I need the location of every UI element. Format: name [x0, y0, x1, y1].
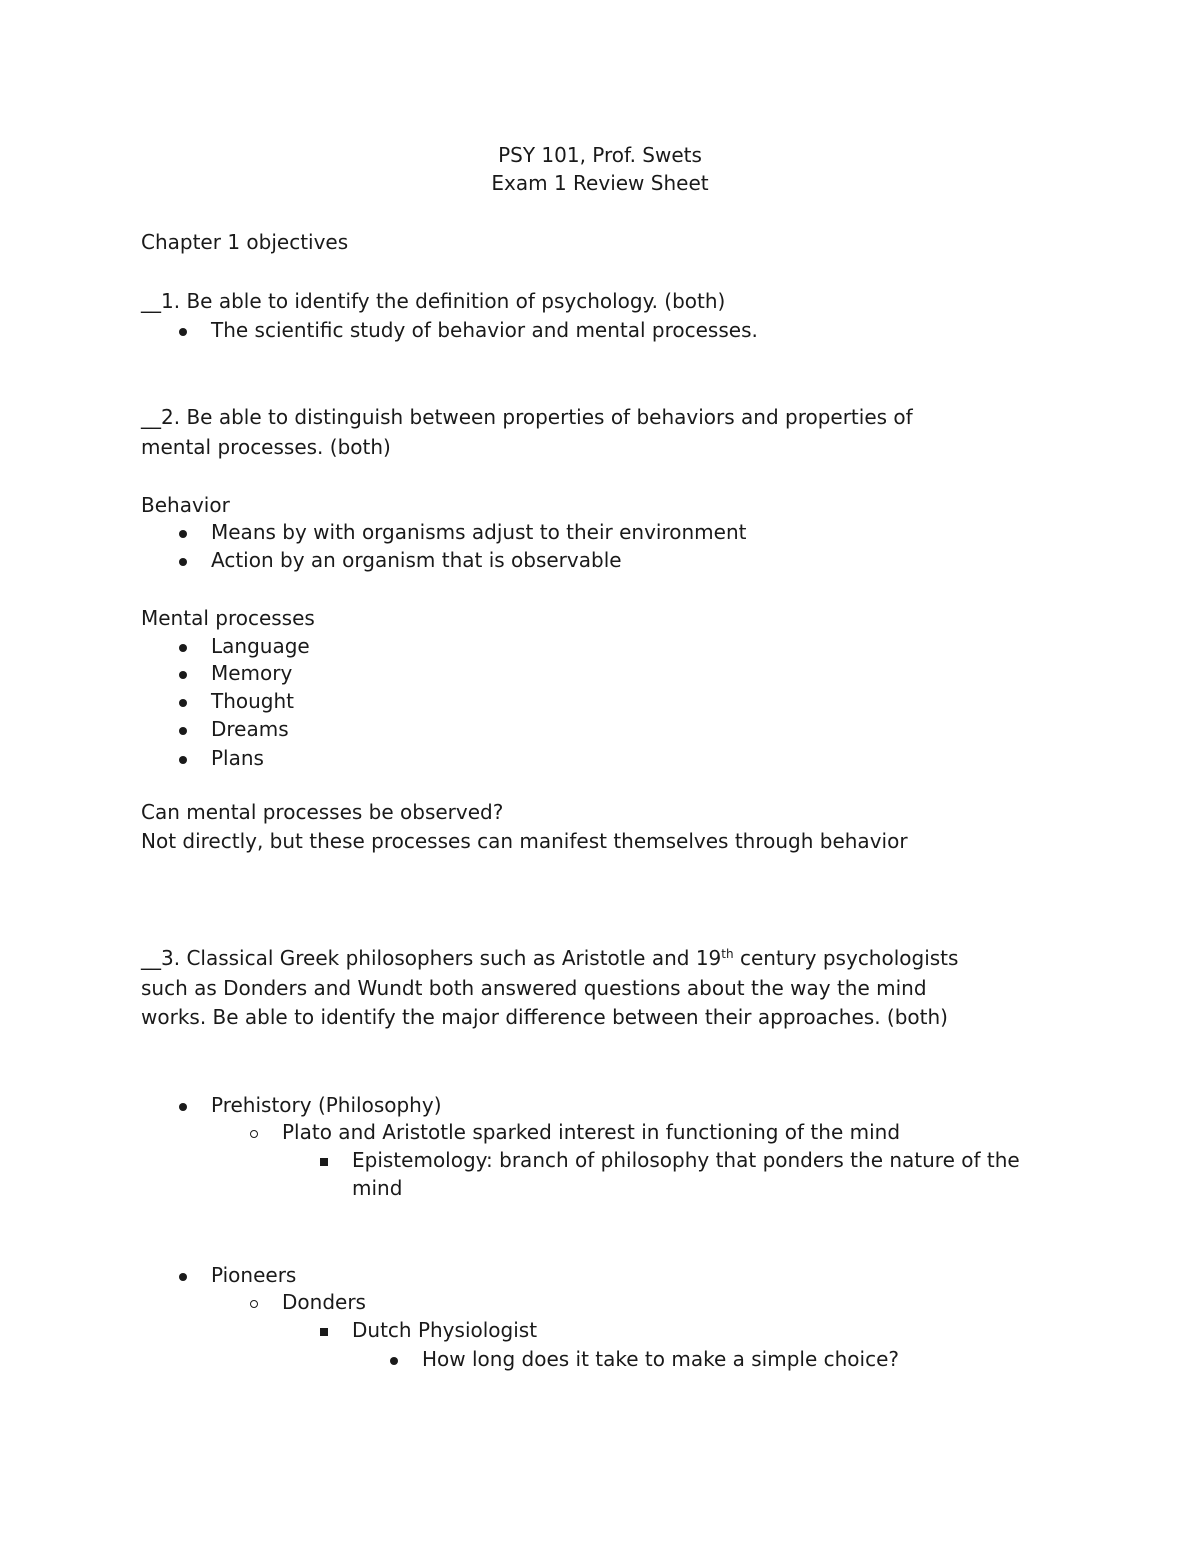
objective-3-line-1 — [141, 944, 958, 972]
bullet-icon — [179, 671, 187, 679]
bullet-icon — [179, 1103, 187, 1111]
bullet-icon — [179, 727, 187, 735]
objective-2-line-2: mental processes. (both) — [141, 435, 391, 459]
objective-3-line-2: such as Donders and Wundt both answered questions about the way the mind — [141, 976, 927, 1000]
bullet-icon — [179, 328, 187, 336]
behavior-item: Action by an organism that is observable — [211, 548, 622, 572]
prehistory-subsub: Epistemology: branch of philosophy that ponders the nature of the — [352, 1148, 1020, 1172]
mental-heading: Mental processes — [141, 606, 315, 630]
objective-3-line-3: works. Be able to identify the major difference between their approaches. (both) — [141, 1005, 948, 1029]
square-bullet-icon — [320, 1328, 328, 1336]
bullet-icon — [390, 1357, 398, 1365]
pioneers-subsubsub: How long does it take to make a simple choice? — [422, 1347, 899, 1371]
prehistory-label: Prehistory (Philosophy) — [211, 1093, 442, 1117]
prehistory-sub: Plato and Aristotle sparked interest in functioning of the mind — [282, 1120, 901, 1144]
sheet-title: Exam 1 Review Sheet — [491, 171, 709, 195]
pioneers-sub: Donders — [282, 1290, 366, 1314]
mental-item: Language — [211, 634, 310, 658]
pioneers-subsub: Dutch Physiologist — [352, 1318, 538, 1342]
prehistory-subsub-cont: mind — [352, 1176, 403, 1200]
mental-item: Dreams — [211, 717, 289, 741]
bullet-icon — [179, 530, 187, 538]
objective-3-text: __3. Classical Greek philosophers such as Aristotle and 19 — [141, 946, 722, 970]
circle-bullet-icon — [250, 1300, 258, 1308]
pioneers-label: Pioneers — [211, 1263, 297, 1287]
observed-answer: Not directly, but these processes can manifest themselves through behavior — [141, 829, 908, 853]
bullet-icon — [179, 558, 187, 566]
chapter-heading: Chapter 1 objectives — [141, 230, 349, 254]
bullet-icon — [179, 756, 187, 764]
objective-3-text: century psychologists — [733, 946, 959, 970]
objective-1: __1. Be able to identify the definition of psychology. (both) — [141, 289, 726, 313]
mental-item: Memory — [211, 661, 293, 685]
objective-2-line-1: __2. Be able to distinguish between properties of behaviors and properties of — [141, 405, 913, 429]
behavior-item: Means by with organisms adjust to their environment — [211, 520, 747, 544]
ordinal-suffix: th — [721, 947, 734, 961]
bullet-icon — [179, 699, 187, 707]
observed-question: Can mental processes be observed? — [141, 800, 504, 824]
mental-item: Thought — [211, 689, 295, 713]
behavior-heading: Behavior — [141, 493, 230, 517]
circle-bullet-icon — [250, 1130, 258, 1138]
mental-item: Plans — [211, 746, 264, 770]
bullet-icon — [179, 1273, 187, 1281]
square-bullet-icon — [320, 1158, 328, 1166]
objective-1-answer: The scientific study of behavior and mental processes. — [211, 318, 758, 342]
bullet-icon — [179, 644, 187, 652]
course-title: PSY 101, Prof. Swets — [498, 143, 702, 167]
